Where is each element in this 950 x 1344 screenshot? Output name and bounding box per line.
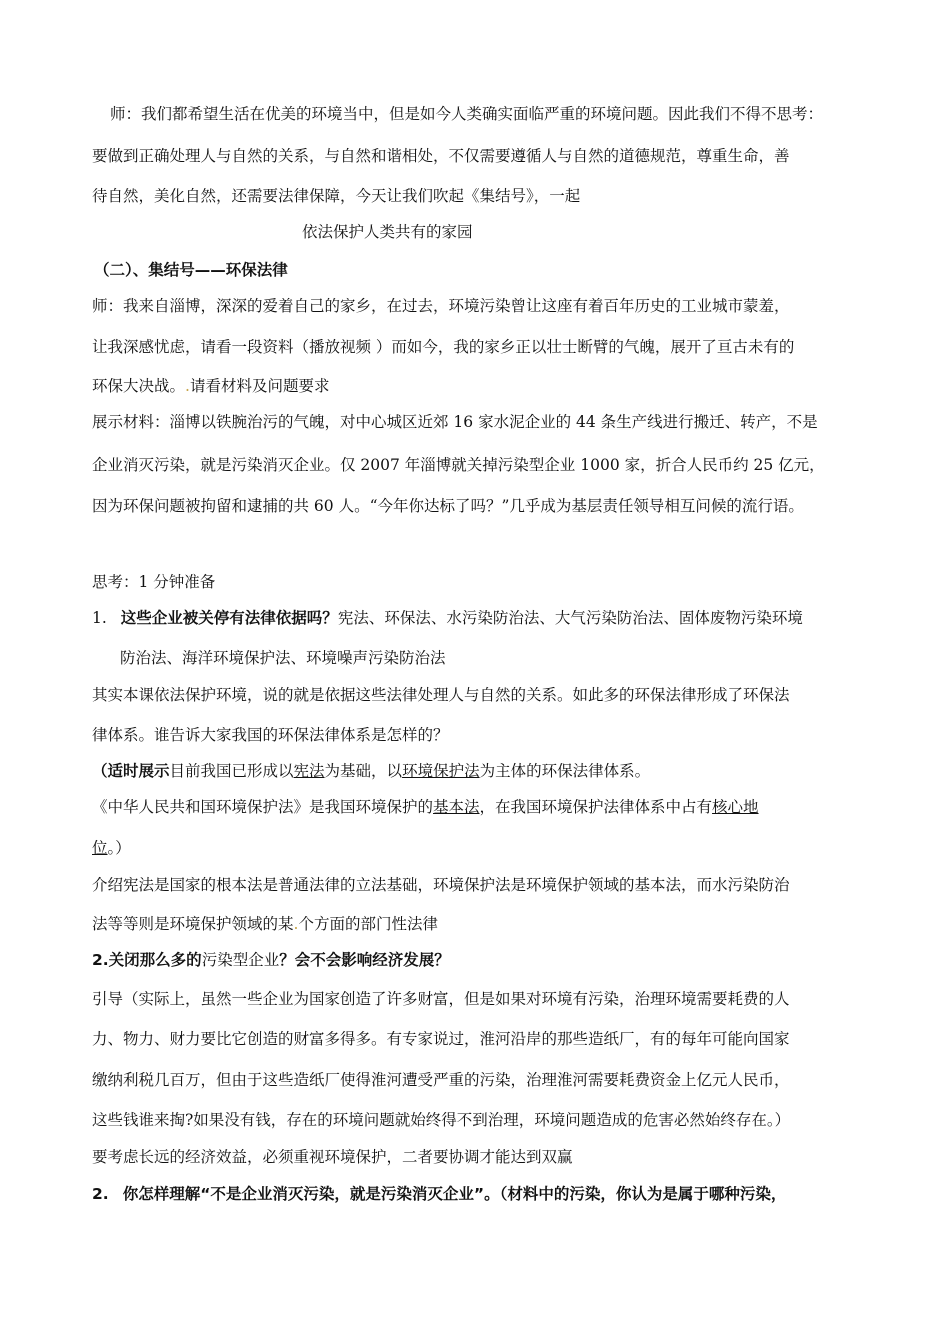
- paragraph-line: [92, 838, 131, 858]
- question-bold: 这些企业被关停有法律依据吗？: [120, 609, 338, 627]
- underlined-text: 核心地: [712, 798, 759, 816]
- text-span: 法等等则是环境保护领域的某: [92, 915, 294, 933]
- paragraph-line: 缴纳利税几百万，但由于这些造纸厂使得淮河遭受严重的污染，治理淮河需要耗费资金上亿元人民币，: [92, 1071, 790, 1089]
- question-number: 2.: [92, 1185, 109, 1203]
- paragraph-line: 其实本课依法保护环境，说的就是依据这些法律处理人与自然的关系。如此多的环保法律形成了环保法: [92, 686, 790, 704]
- text-bold: 你怎样理解“不是企业消灭污染，就是污染消灭企业”。（材料中的污染，你认为是属于哪种污染，: [122, 1185, 787, 1203]
- paragraph-line: 展示材料：淄博以铁腕治污的气魄，对中心城区近郊 16 家水泥企业的 44 条生产线进行搬迁、转产，不是: [92, 413, 818, 431]
- paragraph-line: [92, 797, 759, 817]
- question-line: [92, 1184, 786, 1204]
- paragraph-line: [92, 761, 650, 781]
- text-span: 宪法、环保法、水污染防治法、大气污染防治法、固体废物污染环境: [337, 609, 803, 627]
- text-bold: 2.关闭那么多的: [92, 951, 202, 969]
- paragraph-line: 介绍宪法是国家的根本法是普通法律的立法基础，环境保护法是环境保护领域的基本法，而水污染防治: [92, 876, 790, 894]
- paragraph-line: 让我深感忧虑，请看一段资料（播放视频 ）而如今，我的家乡正以壮士断臂的气魄，展开了亘古未有的: [92, 338, 795, 356]
- text-span: 请看材料及问题要求: [189, 377, 330, 395]
- mark-dot: .: [185, 377, 190, 395]
- underlined-text: 环境保护法: [402, 762, 480, 780]
- text-span: 为基础，以: [324, 762, 403, 780]
- text-span: ，在我国环境保护法律体系中占有: [479, 798, 713, 816]
- underlined-text: 位: [92, 839, 108, 857]
- paragraph-line: 要考虑长远的经济效益，必须重视环境保护，二者要协调才能达到双赢: [92, 1148, 573, 1166]
- text-span: 环保大决战。: [92, 377, 186, 395]
- section-heading: （二）、集结号——环保法律: [94, 261, 288, 279]
- text-span: 目前我国已形成以: [169, 762, 294, 780]
- paragraph-line: 企业消灭污染，就是污染消灭企业。仅 2007 年淄博就关掉污染型企业 1000 家，折合人民币约 25 亿元，: [92, 456, 825, 474]
- underlined-text: 宪法: [293, 762, 325, 780]
- paragraph-line: [92, 376, 329, 396]
- question-line: [92, 608, 803, 628]
- centered-title: 依法保护人类共有的家园: [302, 223, 473, 241]
- paragraph-line: 引导（实际上，虽然一些企业为国家创造了许多财富，但是如果对环境有污染，治理环境需要耗费的人: [92, 990, 790, 1008]
- underlined-text: 基本法: [433, 798, 480, 816]
- paragraph-line: 因为环保问题被拘留和逮捕的共 60 人。“今年你达标了吗？”几乎成为基层责任领导相互问候的流行语。: [92, 497, 804, 515]
- paragraph-line: 待自然，美化自然，还需要法律保障，今天让我们吹起《集结号》，一起: [92, 187, 581, 205]
- text-span: 为主体的环保法律体系。: [479, 762, 651, 780]
- question-number: 1.: [92, 609, 107, 627]
- paragraph-line: 师：我来自淄博，深深的爱着自己的家乡，在过去，环境污染曾让这座有着百年历史的工业城市蒙羞，: [92, 297, 790, 315]
- text-span: 污染型企业: [201, 951, 280, 969]
- paragraph-line: 要做到正确处理人与自然的关系，与自然和谐相处，不仅需要遵循人与自然的道德规范，尊重生命，善: [92, 147, 790, 165]
- text-bold: （适时展示: [92, 762, 170, 780]
- paragraph-line: [92, 914, 438, 934]
- paragraph-line: 师：我们都希望生活在优美的环境当中，但是如今人类确实面临严重的环境问题。因此我们不得不思考：: [110, 105, 824, 123]
- paragraph-line: 力、物力、财力要比它创造的财富多得多。有专家说过，淮河沿岸的那些造纸厂，有的每年可能向国家: [92, 1030, 790, 1048]
- text-span: 。）: [107, 839, 131, 857]
- question-line: [92, 950, 450, 970]
- think-label: 思考：1 分钟准备: [92, 573, 216, 591]
- text-span: 个方面的部门性法律: [298, 915, 438, 933]
- paragraph-line: 防治法、海洋环境保护法、环境噪声污染防治法: [120, 649, 446, 667]
- paragraph-line: 律体系。谁告诉大家我国的环保法律体系是怎样的？: [92, 726, 449, 744]
- mark-dot: .: [293, 915, 299, 933]
- text-bold: ？会不会影响经济发展？: [279, 951, 450, 969]
- text-span: 《中华人民共和国环境保护法》是我国环境保护的: [92, 798, 434, 816]
- paragraph-line: 这些钱谁来掏?如果没有钱，存在的环境问题就始终得不到治理，环境问题造成的危害必然始终存在。）: [92, 1111, 791, 1129]
